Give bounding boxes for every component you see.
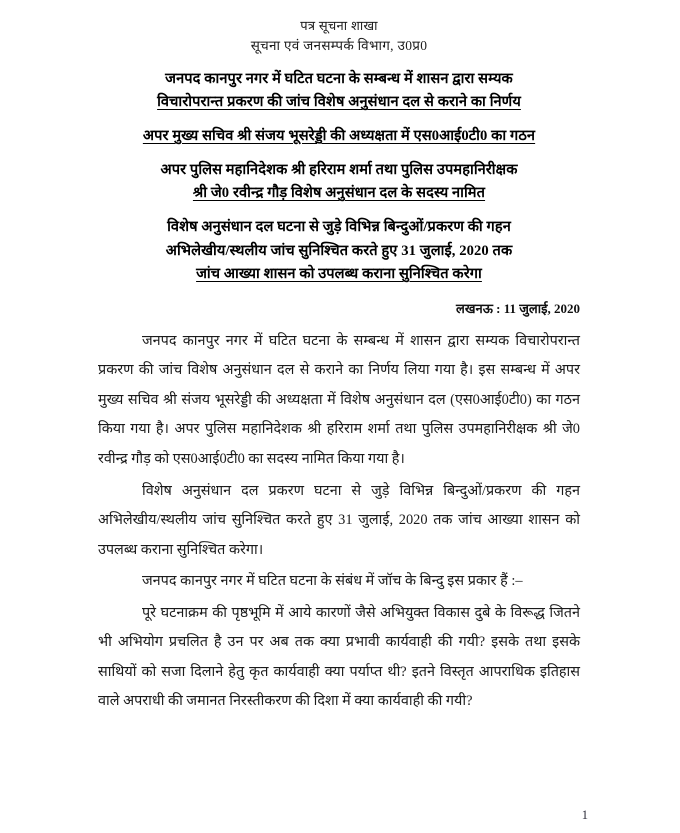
- headline-3-line-1: अपर पुलिस महानिदेशक श्री हरिराम शर्मा तथा पुलिस उपमहानिरीक्षक: [160, 161, 518, 178]
- letterhead-line-1: पत्र सूचना शाखा: [300, 18, 378, 33]
- headline-4-line-3: जांच आख्या शासन को उपलब्ध कराना सुनिश्चित करेगा: [196, 266, 482, 283]
- paragraph-1: जनपद कानपुर नगर में घटित घटना के सम्बन्ध में शासन द्वारा सम्यक विचारोपरान्त प्रकरण की जांच विशेष अनुसंधान दल से कराने का निर्णय लिया गया है। इस सम्बन्ध में अपर मुख्य सचिव श्री संजय भूसरेड्डी की अध्यक्षता में विशेष अनुसंधान दल (एस0आई0टी0) का गठन किया गया है। अपर पुलिस महानिदेशक श्री हरिराम शर्मा तथा पुलिस उपमहानिरीक्षक श्री जे0 रवीन्द्र गौड़ को एस0आई0टी0 का सदस्य नामित किया गया है।: [98, 332, 580, 467]
- headline-3: [98, 159, 580, 206]
- headline-4-line-1: विशेष अनुसंधान दल घटना से जुड़े विभिन्न बिन्दुओं/प्रकरण की गहन: [167, 218, 511, 235]
- headline-4-line-2: अभिलेखीय/स्थलीय जांच सुनिश्चित करते हुए 31 जुलाई, 2020 तक: [165, 242, 513, 259]
- dateline: लखनऊ : 11 जुलाई, 2020: [456, 300, 580, 316]
- headline-1-line-2: विचारोपरान्त प्रकरण की जांच विशेष अनुसंधान दल से कराने का निर्णय: [157, 94, 521, 111]
- headline-4: [98, 216, 580, 287]
- paragraph-4: पूरे घटनाक्रम की पृष्ठभूमि में आये कारणों जैसे अभियुक्त विकास दुबे के विरूद्ध जितने भी अभियोग प्रचलित है उन पर अब तक क्या प्रभावी कार्यवाही की गयी? इसके तथा इसके साथियों को सजा दिलाने हेतु कृत कार्यवाही क्या पर्याप्त थी? इतने विस्तृत आपराधिक इतिहास वाले अपराधी की जमानत निरस्तीकरण की दिशा में क्या कार्यवाही की गयी?: [98, 604, 580, 710]
- letterhead: [98, 16, 580, 56]
- headline-3-line-2: श्री जे0 रवीन्द्र गौड़ विशेष अनुसंधान दल के सदस्य नामित: [192, 185, 486, 202]
- headline-2-line-1: अपर मुख्य सचिव श्री संजय भूसरेड्डी की अध्यक्षता में एस0आई0टी0 का गठन: [142, 128, 536, 145]
- headline-block: [98, 68, 580, 287]
- headline-2: [98, 125, 580, 149]
- headline-1: [98, 68, 580, 115]
- body-text: [98, 327, 580, 717]
- paragraph-2: विशेष अनुसंधान दल प्रकरण घटना से जुड़े विभिन्न बिन्दुओं/प्रकरण की गहन अभिलेखीय/स्थलीय जांच सुनिश्चित करते हुए 31 जुलाई, 2020 तक जांच आख्या शासन को उपलब्ध कराना सुनिश्चित करेगा।: [98, 482, 580, 558]
- headline-1-line-1: जनपद कानपुर नगर में घटित घटना के सम्बन्ध में शासन द्वारा सम्यक: [165, 70, 513, 87]
- page-number: 1: [581, 808, 588, 822]
- paragraph-3: जनपद कानपुर नगर में घटित घटना के संबंध में जॉच के बिन्दु इस प्रकार हैं :–: [142, 573, 523, 590]
- letterhead-line-2: सूचना एवं जनसम्पर्क विभाग, उ0प्र0: [250, 37, 428, 53]
